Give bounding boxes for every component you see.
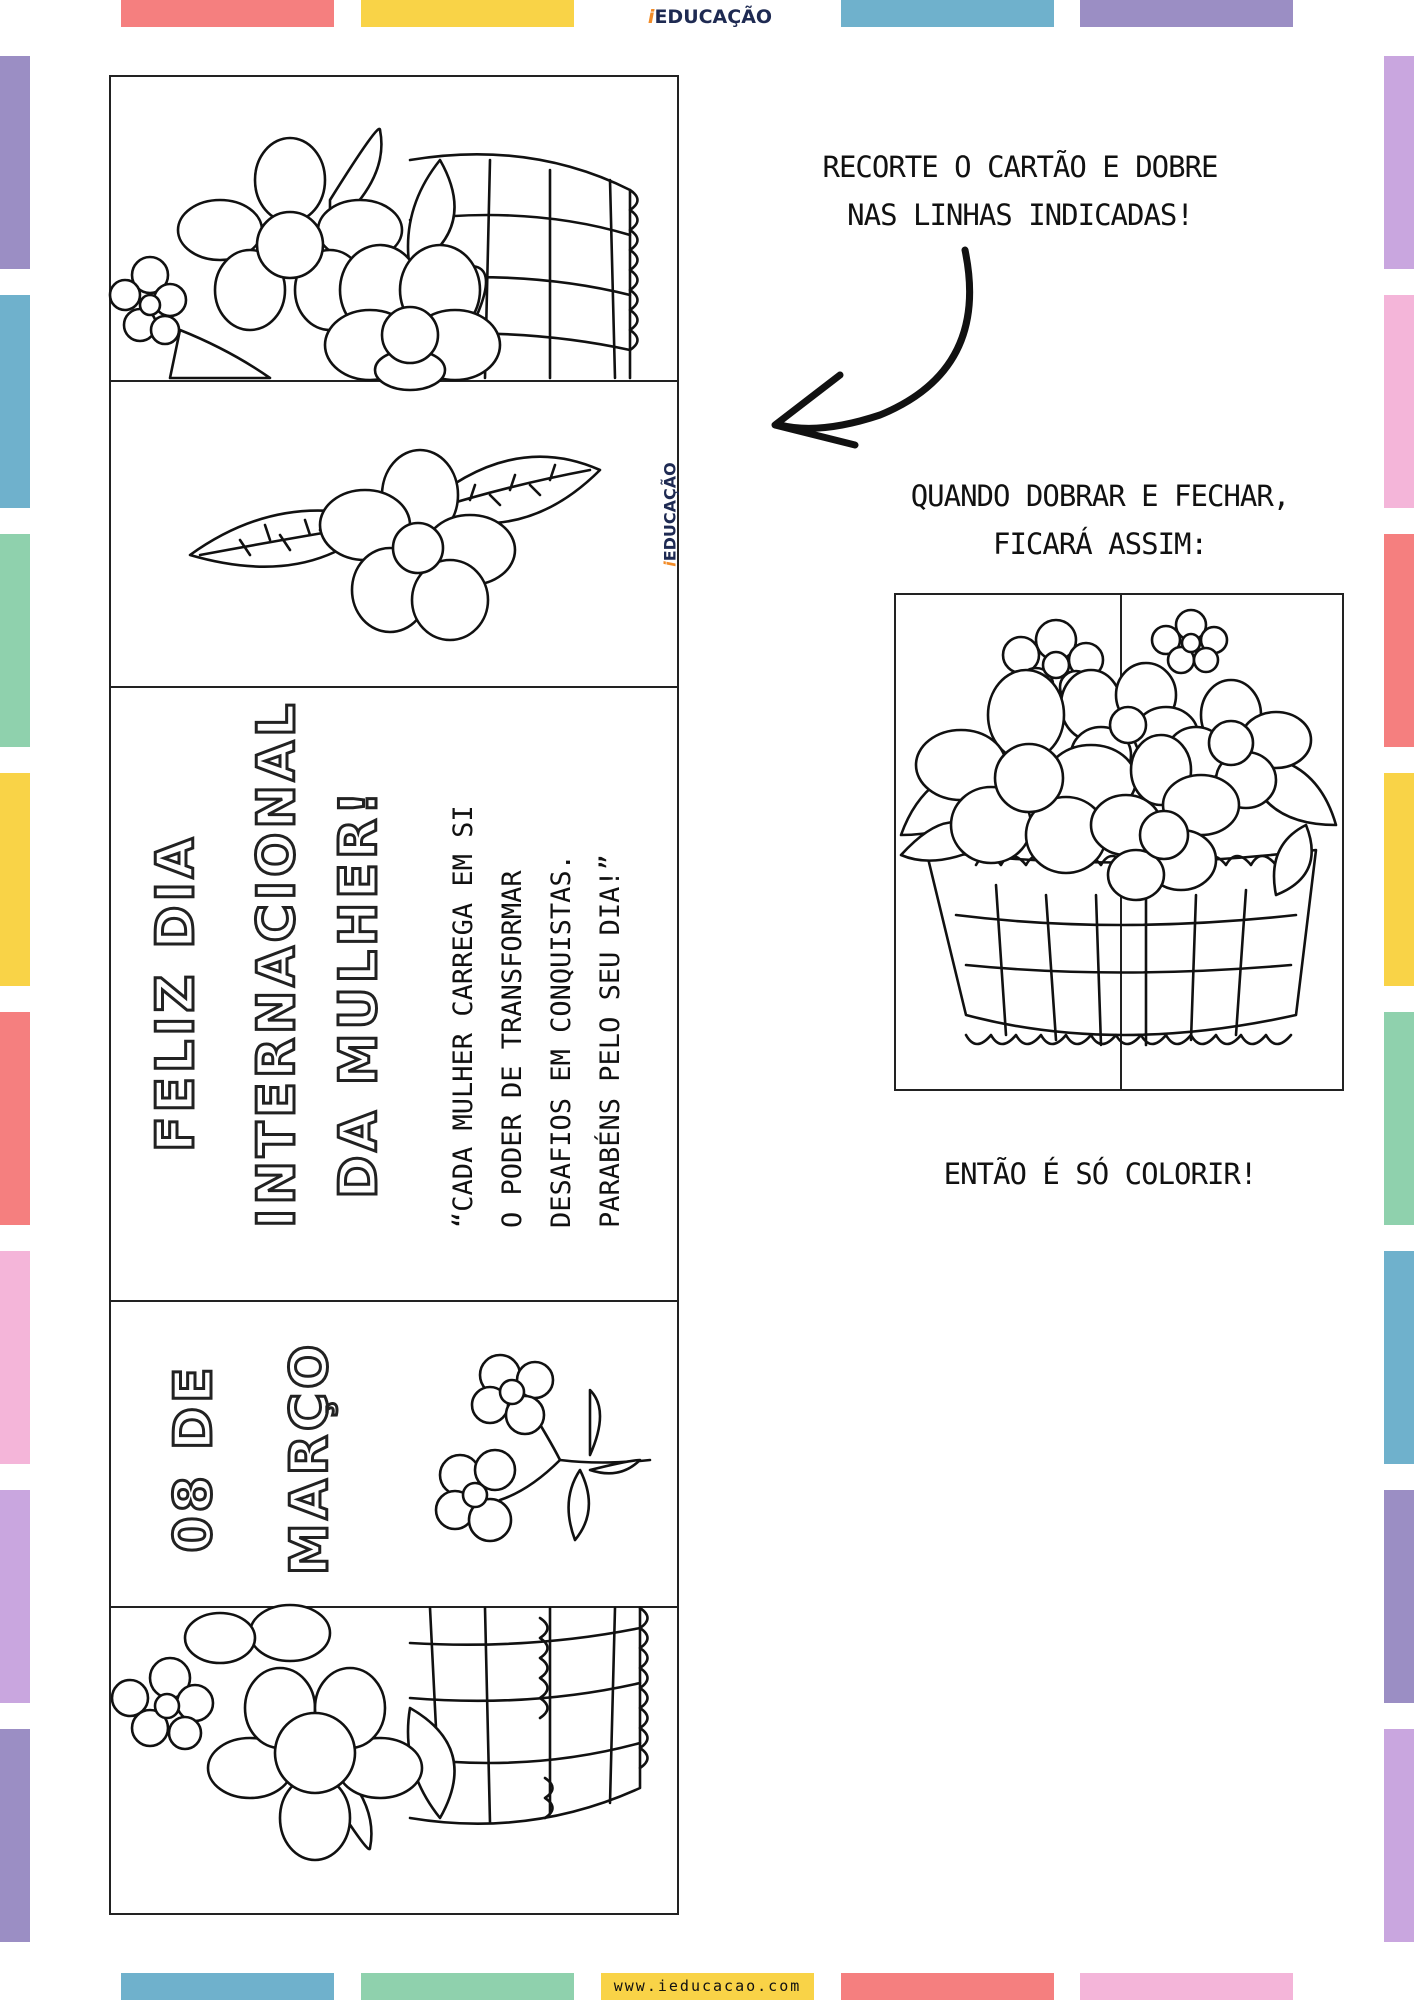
- quote-line-2: O PODER DE TRANSFORMAR: [497, 870, 528, 1228]
- side-brand-logo: iEDUCAÇÃO: [660, 462, 680, 567]
- top-bar-purple: [1080, 0, 1293, 27]
- date-line-1: 08 DE: [164, 1363, 224, 1553]
- right-bar-2: [1384, 295, 1414, 508]
- quote-line-4: PARABÉNS PELO SEU DIA!”: [595, 854, 626, 1228]
- fold-instructions-line-2: FICARÁ ASSIM:: [993, 527, 1207, 561]
- top-bar-red: [121, 0, 334, 27]
- bottom-bar-blue: [121, 1973, 334, 2000]
- date-line-2: MARÇO: [280, 1340, 340, 1576]
- right-bar-5: [1384, 1012, 1414, 1225]
- bottom-bar-red: [841, 1973, 1054, 2000]
- left-bar-8: [0, 1729, 30, 1942]
- right-bar-8: [1384, 1729, 1414, 1942]
- right-bar-7: [1384, 1490, 1414, 1703]
- right-bar-6: [1384, 1251, 1414, 1464]
- cut-instructions-line-2: NAS LINHAS INDICADAS!: [847, 198, 1193, 232]
- folded-card-preview: [894, 593, 1344, 1091]
- right-bar-1: [1384, 56, 1414, 269]
- fold-line-3: [109, 1300, 679, 1302]
- top-bar-yellow: [361, 0, 574, 27]
- card-title-line-2: INTERNACIONAL: [247, 699, 307, 1228]
- flower-basket-icon: [110, 1608, 678, 1858]
- left-bar-4: [0, 773, 30, 986]
- footer-url[interactable]: www.ieducacao.com: [601, 1973, 814, 2000]
- fold-line-2: [109, 686, 679, 688]
- left-bar-1: [0, 56, 30, 269]
- bottom-bar-green: [361, 1973, 574, 2000]
- cut-instructions-line-1: RECORTE O CARTÃO E DOBRE: [822, 150, 1218, 184]
- flower-basket-icon: [896, 595, 1342, 1089]
- card-title-line-1: FELIZ DIA: [146, 833, 206, 1153]
- right-bar-3: [1384, 534, 1414, 747]
- left-bar-7: [0, 1490, 30, 1703]
- top-bar-blue: [841, 0, 1054, 27]
- card-title-line-3: DA MULHER!: [329, 787, 389, 1199]
- fold-instructions: [860, 472, 1340, 568]
- flower-with-leaves-icon: [180, 440, 620, 640]
- bottom-bar-pink: [1080, 1973, 1293, 2000]
- left-bar-5: [0, 1012, 30, 1225]
- quote-line-1: “CADA MULHER CARREGA EM SI: [448, 805, 479, 1228]
- left-bar-3: [0, 534, 30, 747]
- cut-instructions: [770, 143, 1270, 239]
- flower-basket-icon: [110, 120, 678, 378]
- card-quote: [439, 788, 635, 1228]
- quote-line-3: DESAFIOS EM CONQUISTAS.: [546, 854, 577, 1228]
- right-bar-4: [1384, 773, 1414, 986]
- color-instruction: ENTÃO É SÓ COLORIR!: [943, 1157, 1257, 1191]
- fold-instructions-line-1: QUANDO DOBRAR E FECHAR,: [910, 479, 1290, 513]
- left-bar-6: [0, 1251, 30, 1464]
- curved-arrow-icon: [760, 240, 1000, 460]
- left-bar-2: [0, 295, 30, 508]
- brand-logo: iEDUCAÇÃO: [647, 6, 773, 28]
- flower-sprig-icon: [440, 1340, 660, 1560]
